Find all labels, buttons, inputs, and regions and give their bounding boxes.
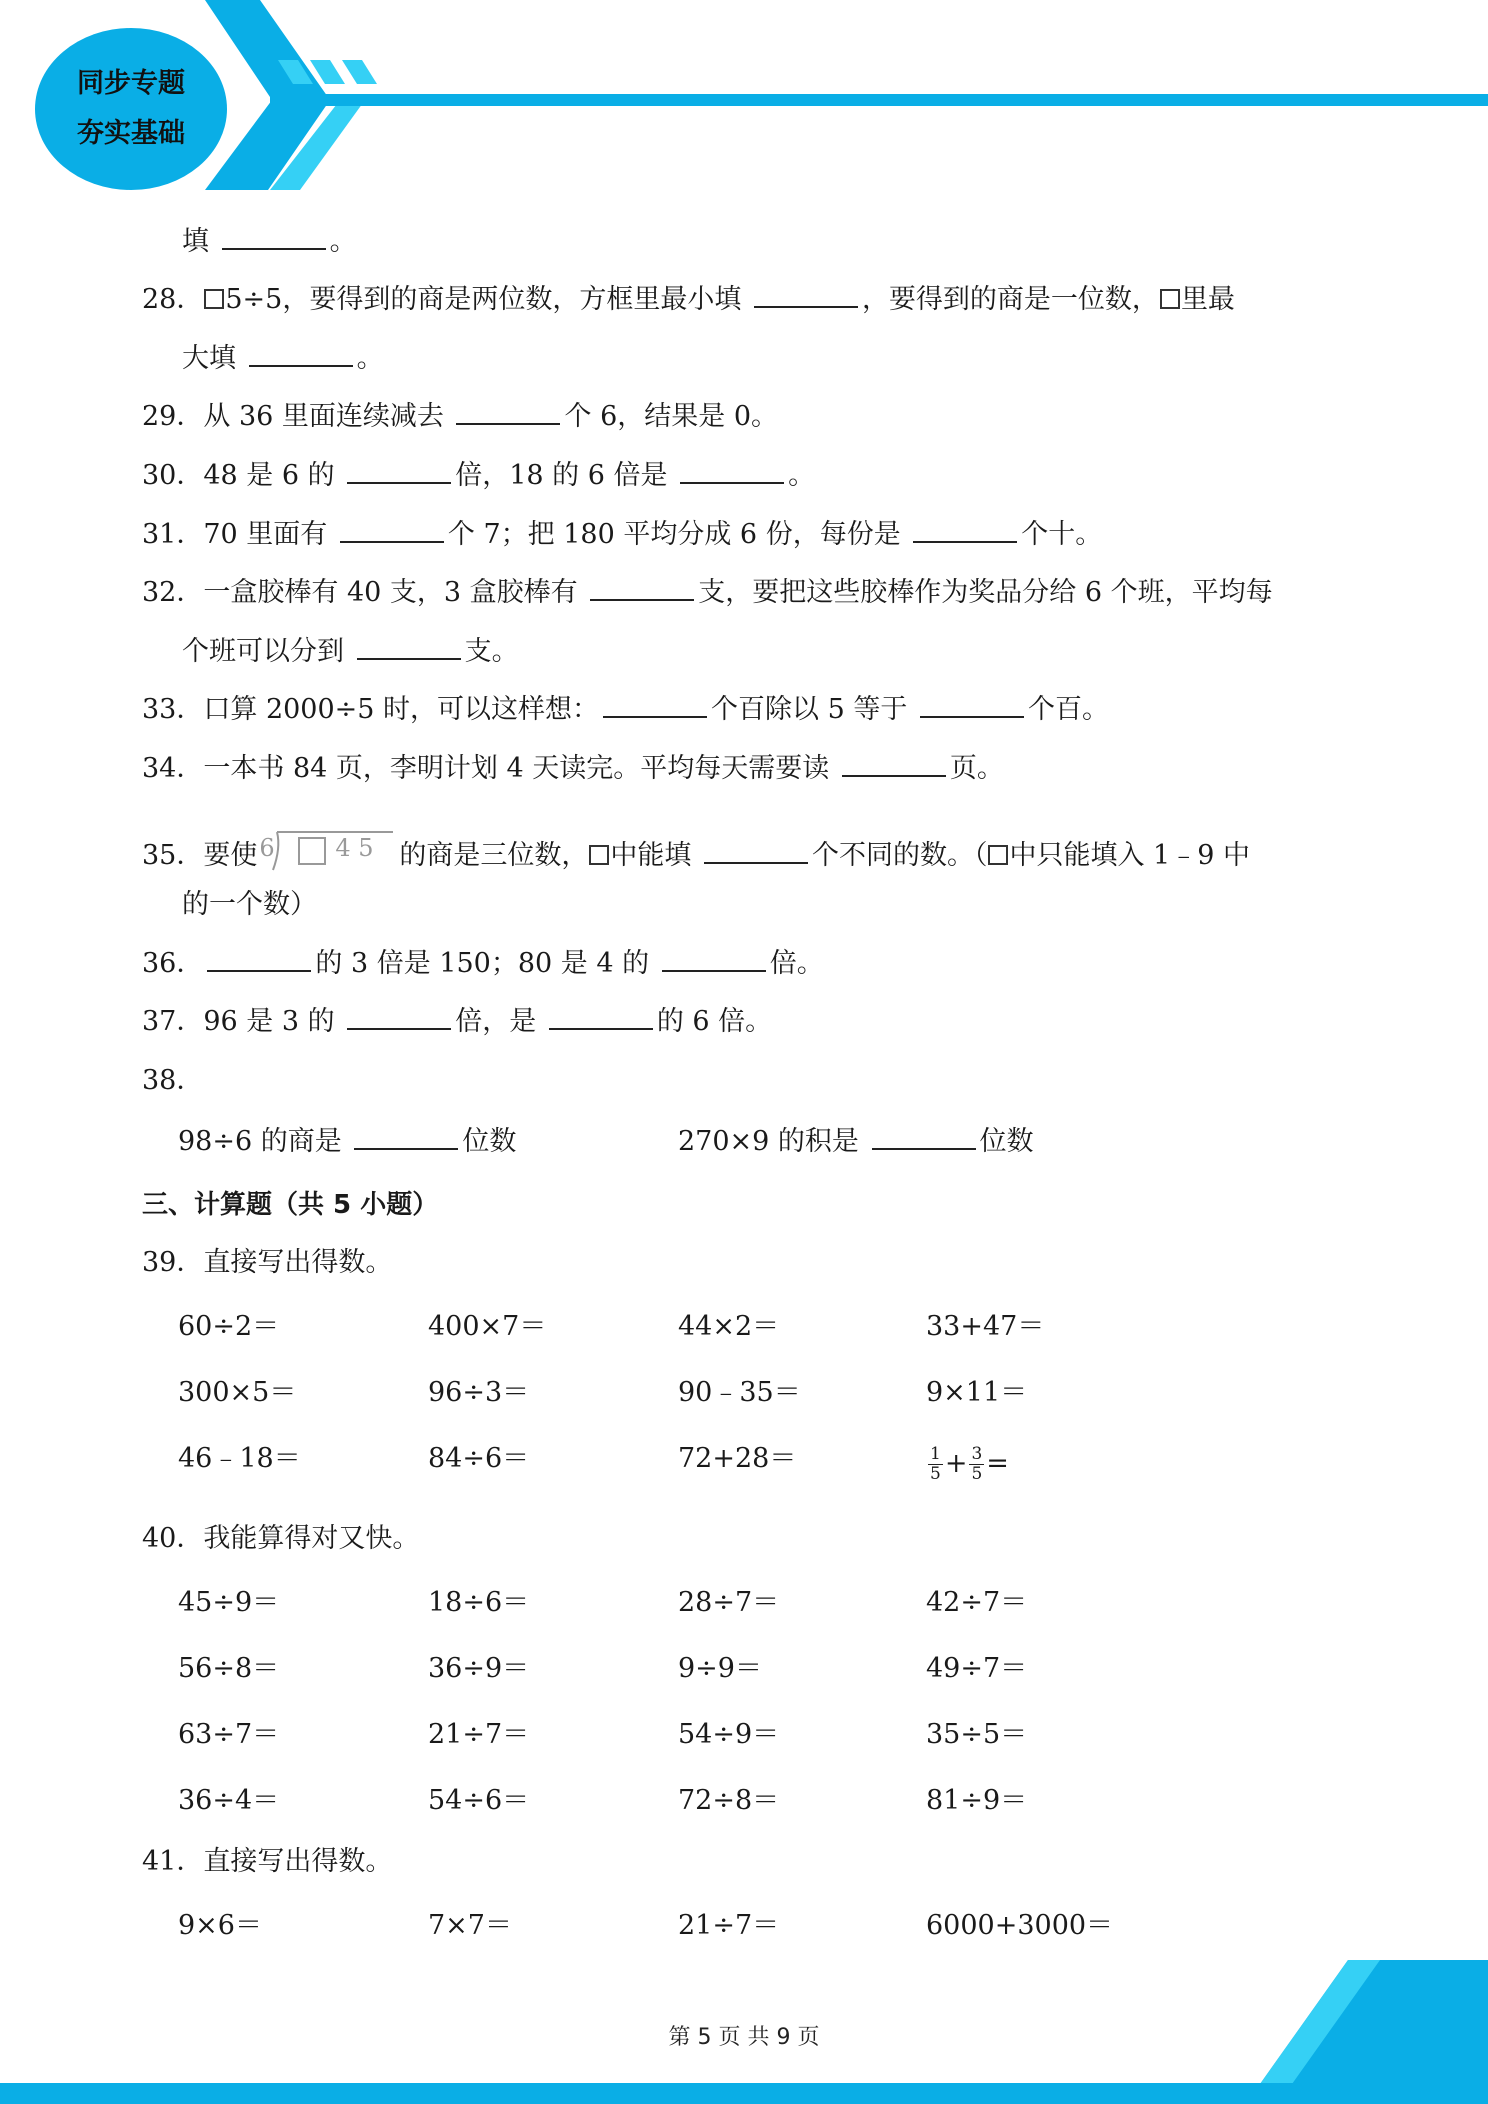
header-line (270, 94, 1488, 106)
answer-blank[interactable] (347, 1004, 451, 1030)
answer-blank[interactable] (347, 458, 451, 484)
question-32: 32．一盒胶棒有 40 支，3 盒胶棒有 支，要把这些胶棒作为奖品分给 6 个班，平均每 (142, 577, 1273, 608)
calc-item: 63÷7＝ (178, 1719, 280, 1750)
calc-item: 9÷9＝ (678, 1653, 762, 1684)
calc-item: 9×11＝ (926, 1377, 1028, 1408)
answer-blank[interactable] (920, 692, 1024, 718)
question-34: 34．一本书 84 页，李明计划 4 天读完。平均每天需要读 页。 (142, 753, 1004, 784)
answer-blank[interactable] (207, 946, 311, 972)
answer-blank[interactable] (549, 1004, 653, 1030)
question-32-cont: 个班可以分到 支。 (182, 636, 519, 667)
calc-item: 6000+3000＝ (926, 1910, 1114, 1941)
page-number: 第 5 页 共 9 页 (668, 2025, 820, 2050)
calc-item: 54÷9＝ (678, 1719, 780, 1750)
topic-badge (35, 28, 227, 190)
calc-item: 28÷7＝ (678, 1587, 780, 1618)
calc-item: 42÷7＝ (926, 1587, 1028, 1618)
question-38-right: 270×9 的积是 位数 (678, 1126, 1034, 1157)
calc-item: 45÷9＝ (178, 1587, 280, 1618)
calc-item: 9×6＝ (178, 1910, 262, 1941)
calc-item: 72+28＝ (678, 1443, 797, 1474)
calc-item: 35÷5＝ (926, 1719, 1028, 1750)
calc-item: 54÷6＝ (428, 1785, 530, 1816)
question-39-title: 39．直接写出得数。 (142, 1247, 393, 1278)
fraction-1: $\frac{1}{5}$ (930, 1444, 941, 1484)
question-31: 31．70 里面有 个 7；把 180 平均分成 6 份，每份是 个十。 (142, 519, 1103, 550)
calc-item: 36÷4＝ (178, 1785, 280, 1816)
calc-item: 21÷7＝ (428, 1719, 530, 1750)
answer-blank[interactable] (249, 341, 353, 367)
calc-item: 300×5＝ (178, 1377, 297, 1408)
question-36: 36． 的 3 倍是 150；80 是 4 的 倍。 (142, 948, 824, 979)
question-41-title: 41．直接写出得数。 (142, 1846, 393, 1877)
badge-line-1: 同步专题 (77, 68, 185, 99)
question-30: 30．48 是 6 的 倍，18 的 6 倍是 。 (142, 460, 816, 491)
answer-blank[interactable] (354, 1124, 458, 1150)
calc-item: 96÷3＝ (428, 1377, 530, 1408)
question-27-tail: 填 。 (182, 226, 357, 257)
dividend-digits: 4 5 (335, 834, 374, 862)
fraction-expression: $\frac{1}{5}$ + $\frac{3}{5}$ = (930, 1444, 1009, 1484)
question-28-cont: 大填 。 (182, 343, 384, 374)
calc-item: 90﹣35＝ (678, 1377, 801, 1408)
square-box-icon (1160, 289, 1180, 309)
footer-line (0, 2083, 1488, 2104)
question-29: 29．从 36 里面连续减去 个 6，结果是 0。 (142, 401, 779, 432)
square-box-icon (988, 845, 1008, 865)
calc-item: 60÷2＝ (178, 1311, 280, 1342)
calc-item: 400×7＝ (428, 1311, 547, 1342)
answer-blank[interactable] (704, 838, 808, 864)
answer-blank[interactable] (872, 1124, 976, 1150)
question-38-left: 98÷6 的商是 位数 (178, 1126, 517, 1157)
question-28: 28． 5÷5，要得到的商是两位数，方框里最小填 ，要得到的商是一位数， 里最 (142, 284, 1235, 315)
answer-blank[interactable] (357, 634, 461, 660)
calc-item: 72÷8＝ (678, 1785, 780, 1816)
question-40-title: 40．我能算得对又快。 (142, 1523, 420, 1554)
calc-item: 21÷7＝ (678, 1910, 780, 1941)
answer-blank[interactable] (680, 458, 784, 484)
long-division-figure (259, 826, 397, 876)
question-35-cont: 的一个数） (182, 889, 317, 920)
calc-item: 33+47＝ (926, 1311, 1045, 1342)
calc-item: 7×7＝ (428, 1910, 512, 1941)
answer-blank[interactable] (456, 399, 560, 425)
answer-blank[interactable] (340, 517, 444, 543)
fraction-2: $\frac{3}{5}$ (971, 1444, 983, 1484)
calc-item: 84÷6＝ (428, 1443, 530, 1474)
answer-blank[interactable] (842, 751, 946, 777)
calc-item: 81÷9＝ (926, 1785, 1028, 1816)
divisor-text: 6 (259, 834, 275, 862)
answer-blank[interactable] (222, 224, 326, 250)
calc-item: 36÷9＝ (428, 1653, 530, 1684)
answer-blank[interactable] (913, 517, 1017, 543)
question-35: 35．要使 6 4 5 的商是三位数， 中能填 个不同的数。（ 中只能填入 1﹣9 中 (142, 826, 1250, 876)
answer-blank[interactable] (590, 575, 694, 601)
badge-line-2: 夯实基础 (77, 118, 185, 149)
square-box-icon (204, 289, 224, 309)
calc-item: 44×2＝ (678, 1311, 780, 1342)
answer-blank[interactable] (662, 946, 766, 972)
calc-item: 49÷7＝ (926, 1653, 1028, 1684)
calc-item: 18÷6＝ (428, 1587, 530, 1618)
question-38: 38． (142, 1065, 204, 1096)
answer-blank[interactable] (754, 282, 858, 308)
question-37: 37．96 是 3 的 倍，是 的 6 倍。 (142, 1006, 773, 1037)
question-33: 33．口算 2000÷5 时，可以这样想： 个百除以 5 等于 个百。 (142, 694, 1109, 725)
calc-item: 56÷8＝ (178, 1653, 280, 1684)
calc-item: 46﹣18＝ (178, 1443, 301, 1474)
answer-blank[interactable] (603, 692, 707, 718)
section-title: 三、计算题（共 5 小题） (142, 1190, 439, 1220)
square-box-icon (589, 845, 609, 865)
long-division-icon (259, 826, 397, 876)
